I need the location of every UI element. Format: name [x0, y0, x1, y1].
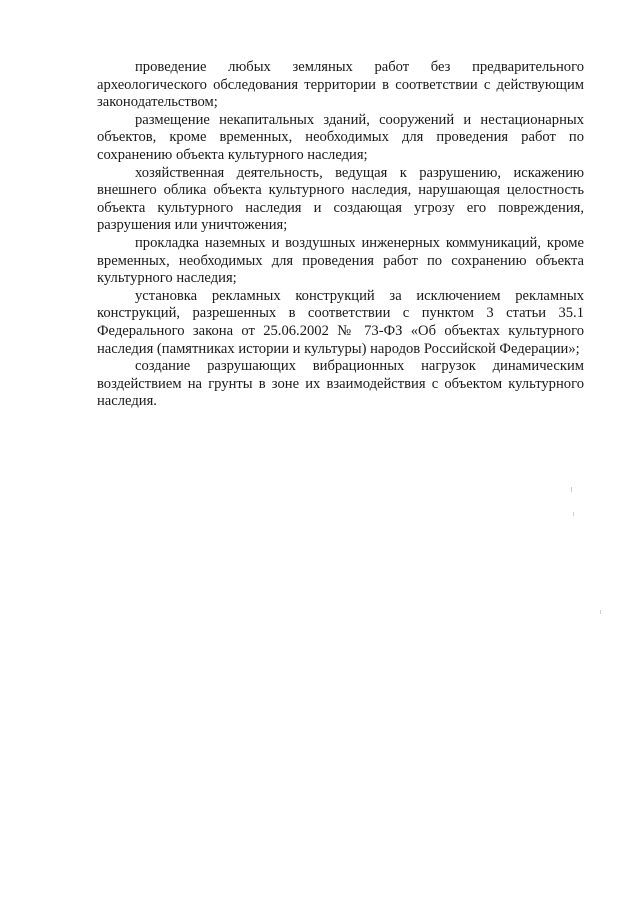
paragraph-economic-activity: хозяйственная деятельность, ведущая к разрушению, искажению внешнего облика объекта культурного наследия, нарушающая целостность объекта культурного наследия и создающая угрозу его повреждения, разрушения или уничтожения; — [97, 164, 584, 234]
paragraph-earthworks: проведение любых земляных работ без предварительного археологического обследования территории в соответствии с действующим законодательством; — [97, 59, 584, 111]
paragraph-non-capital-buildings: размещение некапитальных зданий, сооружений и нестационарных объектов, кроме временных, необходимых для проведения работ по сохранению объекта культурного наследия; — [97, 111, 584, 163]
scan-speck — [573, 512, 574, 516]
paragraph-utility-lines: прокладка наземных и воздушных инженерных коммуникаций, кроме временных, необходимых для проведения работ по сохранению объекта культурного наследия; — [97, 234, 584, 287]
paragraph-advertising-structures: установка рекламных конструкций за исключением рекламных конструкций, разрешенных в соответствии с пунктом 3 статьи 35.1 Федерального закона от 25.06.2002 № 73-ФЗ «Об объектах культурного наследия (памятниках истории и культуры) народов Российской Федерации»; — [97, 287, 584, 357]
scan-speck — [600, 610, 601, 614]
restrictions-list — [97, 59, 584, 411]
paragraph-vibration-loads: создание разрушающих вибрационных нагрузок динамическим воздействием на грунты в зоне их взаимодействия с объектом культурного наследия. — [97, 358, 584, 410]
scan-speck — [571, 487, 572, 492]
